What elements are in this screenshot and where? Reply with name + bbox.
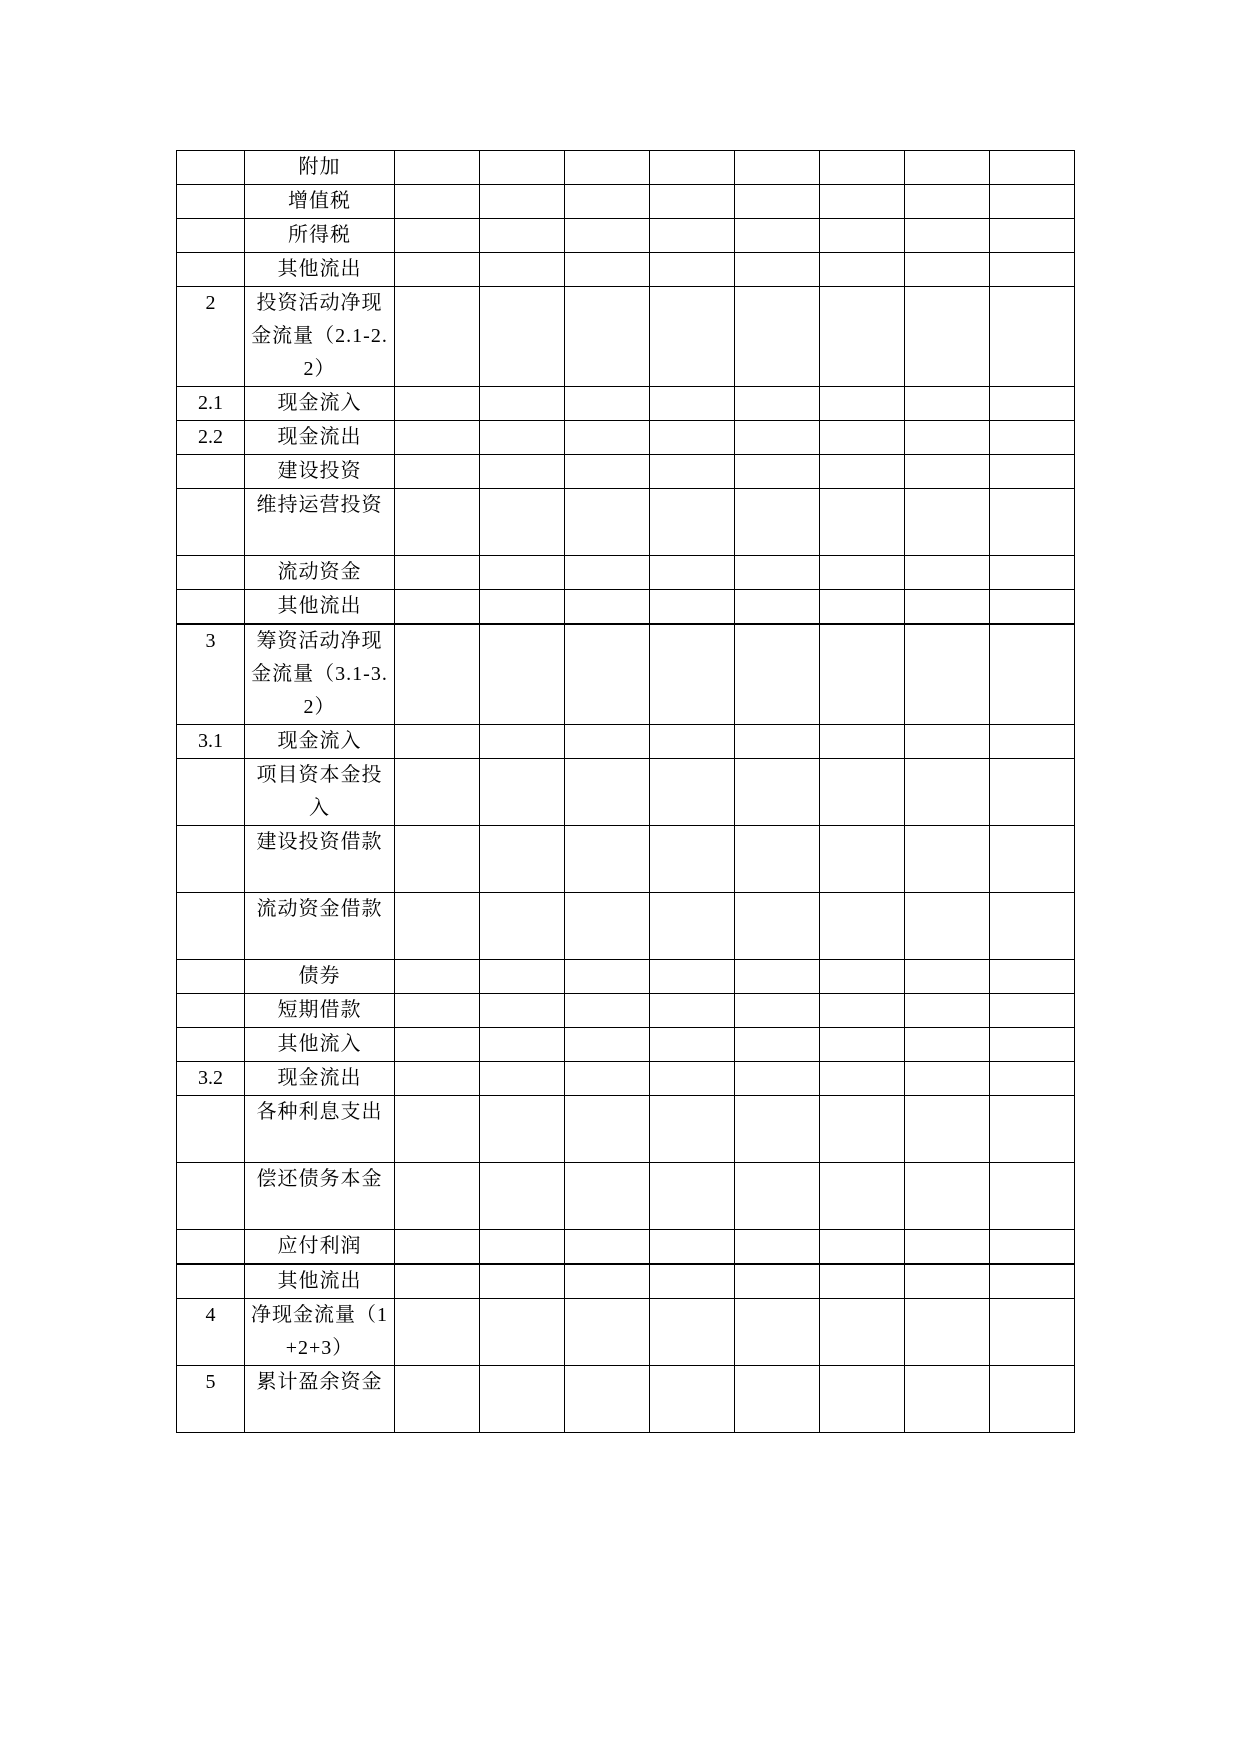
value-cell	[650, 219, 735, 253]
value-cell	[395, 1366, 480, 1433]
row-index: 3.1	[177, 725, 245, 759]
row-index	[177, 556, 245, 590]
row-index	[177, 1163, 245, 1230]
row-index	[177, 960, 245, 994]
value-cell	[565, 994, 650, 1028]
value-cell	[905, 421, 990, 455]
value-cell	[905, 1163, 990, 1230]
value-cell	[480, 960, 565, 994]
table-row	[177, 759, 1075, 826]
value-cell	[650, 1163, 735, 1230]
value-cell	[990, 219, 1075, 253]
row-item: 筹资活动净现金流量（3.1-3.2）	[245, 624, 395, 725]
value-cell	[565, 624, 650, 725]
table-row	[177, 1230, 1075, 1265]
value-cell	[735, 725, 820, 759]
value-cell	[650, 960, 735, 994]
value-cell	[480, 1028, 565, 1062]
value-cell	[735, 1096, 820, 1163]
value-cell	[650, 994, 735, 1028]
value-cell	[395, 1230, 480, 1265]
value-cell	[820, 1163, 905, 1230]
value-cell	[820, 1230, 905, 1265]
value-cell	[905, 1366, 990, 1433]
value-cell	[395, 590, 480, 625]
value-cell	[735, 994, 820, 1028]
value-cell	[395, 151, 480, 185]
value-cell	[820, 287, 905, 387]
value-cell	[565, 1299, 650, 1366]
value-cell	[650, 590, 735, 625]
value-cell	[480, 455, 565, 489]
value-cell	[990, 489, 1075, 556]
value-cell	[395, 185, 480, 219]
value-cell	[395, 1062, 480, 1096]
value-cell	[735, 759, 820, 826]
value-cell	[480, 1366, 565, 1433]
value-cell	[905, 387, 990, 421]
value-cell	[395, 219, 480, 253]
value-cell	[565, 287, 650, 387]
value-cell	[565, 1163, 650, 1230]
value-cell	[735, 826, 820, 893]
table-row	[177, 1299, 1075, 1366]
value-cell	[905, 994, 990, 1028]
value-cell	[480, 826, 565, 893]
value-cell	[735, 624, 820, 725]
row-item: 应付利润	[245, 1230, 395, 1265]
value-cell	[905, 556, 990, 590]
row-item: 项目资本金投入	[245, 759, 395, 826]
value-cell	[395, 1028, 480, 1062]
value-cell	[565, 556, 650, 590]
value-cell	[395, 556, 480, 590]
value-cell	[990, 253, 1075, 287]
value-cell	[990, 421, 1075, 455]
value-cell	[990, 960, 1075, 994]
value-cell	[735, 489, 820, 556]
table-row	[177, 624, 1075, 725]
value-cell	[565, 960, 650, 994]
value-cell	[650, 624, 735, 725]
value-cell	[565, 253, 650, 287]
value-cell	[990, 759, 1075, 826]
row-item: 流动资金	[245, 556, 395, 590]
value-cell	[395, 994, 480, 1028]
value-cell	[565, 1366, 650, 1433]
value-cell	[565, 219, 650, 253]
value-cell	[650, 455, 735, 489]
value-cell	[820, 893, 905, 960]
table-row	[177, 725, 1075, 759]
value-cell	[480, 1299, 565, 1366]
value-cell	[820, 489, 905, 556]
value-cell	[565, 826, 650, 893]
row-item: 现金流入	[245, 725, 395, 759]
value-cell	[905, 1028, 990, 1062]
value-cell	[480, 1096, 565, 1163]
value-cell	[820, 1264, 905, 1299]
value-cell	[480, 185, 565, 219]
value-cell	[565, 1230, 650, 1265]
value-cell	[735, 387, 820, 421]
value-cell	[990, 1163, 1075, 1230]
value-cell	[735, 1028, 820, 1062]
value-cell	[565, 151, 650, 185]
value-cell	[905, 1299, 990, 1366]
value-cell	[480, 759, 565, 826]
value-cell	[990, 826, 1075, 893]
value-cell	[990, 1264, 1075, 1299]
row-item: 现金流入	[245, 387, 395, 421]
value-cell	[735, 893, 820, 960]
value-cell	[905, 1230, 990, 1265]
value-cell	[820, 624, 905, 725]
row-item: 现金流出	[245, 1062, 395, 1096]
value-cell	[650, 1366, 735, 1433]
row-index	[177, 219, 245, 253]
value-cell	[565, 725, 650, 759]
table-row	[177, 1062, 1075, 1096]
row-item: 建设投资借款	[245, 826, 395, 893]
value-cell	[395, 1264, 480, 1299]
value-cell	[650, 489, 735, 556]
value-cell	[395, 1163, 480, 1230]
row-item: 其他流出	[245, 1264, 395, 1299]
value-cell	[735, 1299, 820, 1366]
value-cell	[480, 624, 565, 725]
value-cell	[650, 151, 735, 185]
value-cell	[820, 556, 905, 590]
value-cell	[735, 1366, 820, 1433]
value-cell	[990, 1028, 1075, 1062]
value-cell	[990, 287, 1075, 387]
value-cell	[480, 287, 565, 387]
value-cell	[820, 1299, 905, 1366]
table-row	[177, 287, 1075, 387]
value-cell	[990, 893, 1075, 960]
row-index	[177, 1264, 245, 1299]
table-row	[177, 1096, 1075, 1163]
value-cell	[820, 219, 905, 253]
row-item: 增值税	[245, 185, 395, 219]
value-cell	[650, 421, 735, 455]
table-row	[177, 556, 1075, 590]
table-row	[177, 1163, 1075, 1230]
value-cell	[990, 1230, 1075, 1265]
value-cell	[650, 725, 735, 759]
row-item: 短期借款	[245, 994, 395, 1028]
table-row	[177, 253, 1075, 287]
cash-flow-table	[176, 150, 1075, 1433]
value-cell	[480, 387, 565, 421]
table-row	[177, 185, 1075, 219]
value-cell	[395, 826, 480, 893]
value-cell	[820, 455, 905, 489]
value-cell	[735, 1264, 820, 1299]
row-index	[177, 1096, 245, 1163]
row-index	[177, 151, 245, 185]
value-cell	[735, 960, 820, 994]
table-row	[177, 1264, 1075, 1299]
value-cell	[905, 455, 990, 489]
value-cell	[650, 893, 735, 960]
value-cell	[905, 590, 990, 625]
value-cell	[735, 556, 820, 590]
value-cell	[480, 1264, 565, 1299]
row-item: 现金流出	[245, 421, 395, 455]
value-cell	[905, 151, 990, 185]
value-cell	[820, 185, 905, 219]
value-cell	[565, 1096, 650, 1163]
value-cell	[735, 151, 820, 185]
value-cell	[820, 1062, 905, 1096]
value-cell	[905, 893, 990, 960]
row-item: 其他流出	[245, 253, 395, 287]
row-index	[177, 826, 245, 893]
value-cell	[565, 1028, 650, 1062]
row-index	[177, 1028, 245, 1062]
value-cell	[480, 556, 565, 590]
value-cell	[990, 1366, 1075, 1433]
value-cell	[565, 455, 650, 489]
row-item: 流动资金借款	[245, 893, 395, 960]
value-cell	[650, 287, 735, 387]
value-cell	[905, 1264, 990, 1299]
value-cell	[395, 893, 480, 960]
value-cell	[820, 759, 905, 826]
table-row	[177, 387, 1075, 421]
value-cell	[735, 185, 820, 219]
row-index: 2.2	[177, 421, 245, 455]
value-cell	[820, 725, 905, 759]
value-cell	[480, 725, 565, 759]
row-item: 附加	[245, 151, 395, 185]
row-index	[177, 893, 245, 960]
value-cell	[395, 759, 480, 826]
row-index	[177, 1230, 245, 1265]
value-cell	[820, 960, 905, 994]
table-row	[177, 960, 1075, 994]
value-cell	[650, 1028, 735, 1062]
value-cell	[565, 1264, 650, 1299]
row-index	[177, 994, 245, 1028]
value-cell	[480, 1062, 565, 1096]
value-cell	[735, 1062, 820, 1096]
row-item: 投资活动净现金流量（2.1-2.2）	[245, 287, 395, 387]
value-cell	[820, 421, 905, 455]
value-cell	[905, 185, 990, 219]
row-item: 其他流出	[245, 590, 395, 625]
value-cell	[905, 1062, 990, 1096]
value-cell	[905, 253, 990, 287]
row-item: 偿还债务本金	[245, 1163, 395, 1230]
row-item: 其他流入	[245, 1028, 395, 1062]
value-cell	[565, 1062, 650, 1096]
value-cell	[735, 455, 820, 489]
value-cell	[990, 455, 1075, 489]
value-cell	[990, 556, 1075, 590]
value-cell	[395, 960, 480, 994]
value-cell	[735, 590, 820, 625]
value-cell	[820, 1096, 905, 1163]
row-index	[177, 455, 245, 489]
value-cell	[650, 1062, 735, 1096]
value-cell	[735, 1230, 820, 1265]
value-cell	[650, 253, 735, 287]
value-cell	[905, 489, 990, 556]
value-cell	[480, 489, 565, 556]
value-cell	[480, 1230, 565, 1265]
row-item: 所得税	[245, 219, 395, 253]
value-cell	[905, 826, 990, 893]
value-cell	[395, 455, 480, 489]
row-index: 3.2	[177, 1062, 245, 1096]
row-index: 3	[177, 624, 245, 725]
value-cell	[820, 994, 905, 1028]
value-cell	[395, 489, 480, 556]
table-row	[177, 590, 1075, 625]
value-cell	[990, 590, 1075, 625]
table-row	[177, 1028, 1075, 1062]
value-cell	[820, 826, 905, 893]
value-cell	[735, 287, 820, 387]
value-cell	[395, 1096, 480, 1163]
value-cell	[395, 387, 480, 421]
value-cell	[905, 960, 990, 994]
value-cell	[565, 185, 650, 219]
value-cell	[990, 1299, 1075, 1366]
table-row	[177, 151, 1075, 185]
value-cell	[820, 387, 905, 421]
value-cell	[480, 994, 565, 1028]
value-cell	[395, 624, 480, 725]
value-cell	[990, 387, 1075, 421]
row-item: 各种利息支出	[245, 1096, 395, 1163]
value-cell	[565, 590, 650, 625]
value-cell	[905, 759, 990, 826]
table-row	[177, 219, 1075, 253]
value-cell	[905, 725, 990, 759]
table-row	[177, 893, 1075, 960]
value-cell	[650, 185, 735, 219]
value-cell	[990, 725, 1075, 759]
value-cell	[820, 253, 905, 287]
row-index	[177, 489, 245, 556]
value-cell	[820, 1028, 905, 1062]
value-cell	[820, 590, 905, 625]
value-cell	[650, 1264, 735, 1299]
value-cell	[480, 253, 565, 287]
value-cell	[480, 1163, 565, 1230]
value-cell	[905, 219, 990, 253]
value-cell	[480, 893, 565, 960]
value-cell	[650, 759, 735, 826]
value-cell	[990, 185, 1075, 219]
row-index: 2.1	[177, 387, 245, 421]
row-index	[177, 590, 245, 625]
value-cell	[650, 387, 735, 421]
row-item: 累计盈余资金	[245, 1366, 395, 1433]
value-cell	[480, 151, 565, 185]
row-index	[177, 253, 245, 287]
value-cell	[990, 994, 1075, 1028]
table-row	[177, 826, 1075, 893]
value-cell	[395, 421, 480, 455]
value-cell	[395, 287, 480, 387]
value-cell	[820, 1366, 905, 1433]
value-cell	[990, 1062, 1075, 1096]
value-cell	[650, 556, 735, 590]
value-cell	[735, 219, 820, 253]
value-cell	[650, 826, 735, 893]
table-row	[177, 455, 1075, 489]
value-cell	[565, 421, 650, 455]
value-cell	[735, 253, 820, 287]
value-cell	[480, 219, 565, 253]
row-index	[177, 759, 245, 826]
value-cell	[565, 489, 650, 556]
value-cell	[990, 151, 1075, 185]
value-cell	[990, 1096, 1075, 1163]
value-cell	[395, 725, 480, 759]
table-row	[177, 1366, 1075, 1433]
value-cell	[395, 253, 480, 287]
value-cell	[480, 421, 565, 455]
row-index: 2	[177, 287, 245, 387]
value-cell	[990, 624, 1075, 725]
value-cell	[565, 893, 650, 960]
value-cell	[565, 387, 650, 421]
row-item: 净现金流量（1+2+3）	[245, 1299, 395, 1366]
row-item: 建设投资	[245, 455, 395, 489]
table-row	[177, 489, 1075, 556]
value-cell	[480, 590, 565, 625]
value-cell	[565, 759, 650, 826]
value-cell	[905, 287, 990, 387]
row-index: 5	[177, 1366, 245, 1433]
row-index: 4	[177, 1299, 245, 1366]
table-row	[177, 421, 1075, 455]
value-cell	[650, 1299, 735, 1366]
value-cell	[735, 1163, 820, 1230]
row-item: 维持运营投资	[245, 489, 395, 556]
row-item: 债券	[245, 960, 395, 994]
value-cell	[905, 1096, 990, 1163]
value-cell	[395, 1299, 480, 1366]
value-cell	[650, 1230, 735, 1265]
table-row	[177, 994, 1075, 1028]
row-index	[177, 185, 245, 219]
value-cell	[820, 151, 905, 185]
value-cell	[735, 421, 820, 455]
value-cell	[905, 624, 990, 725]
value-cell	[650, 1096, 735, 1163]
